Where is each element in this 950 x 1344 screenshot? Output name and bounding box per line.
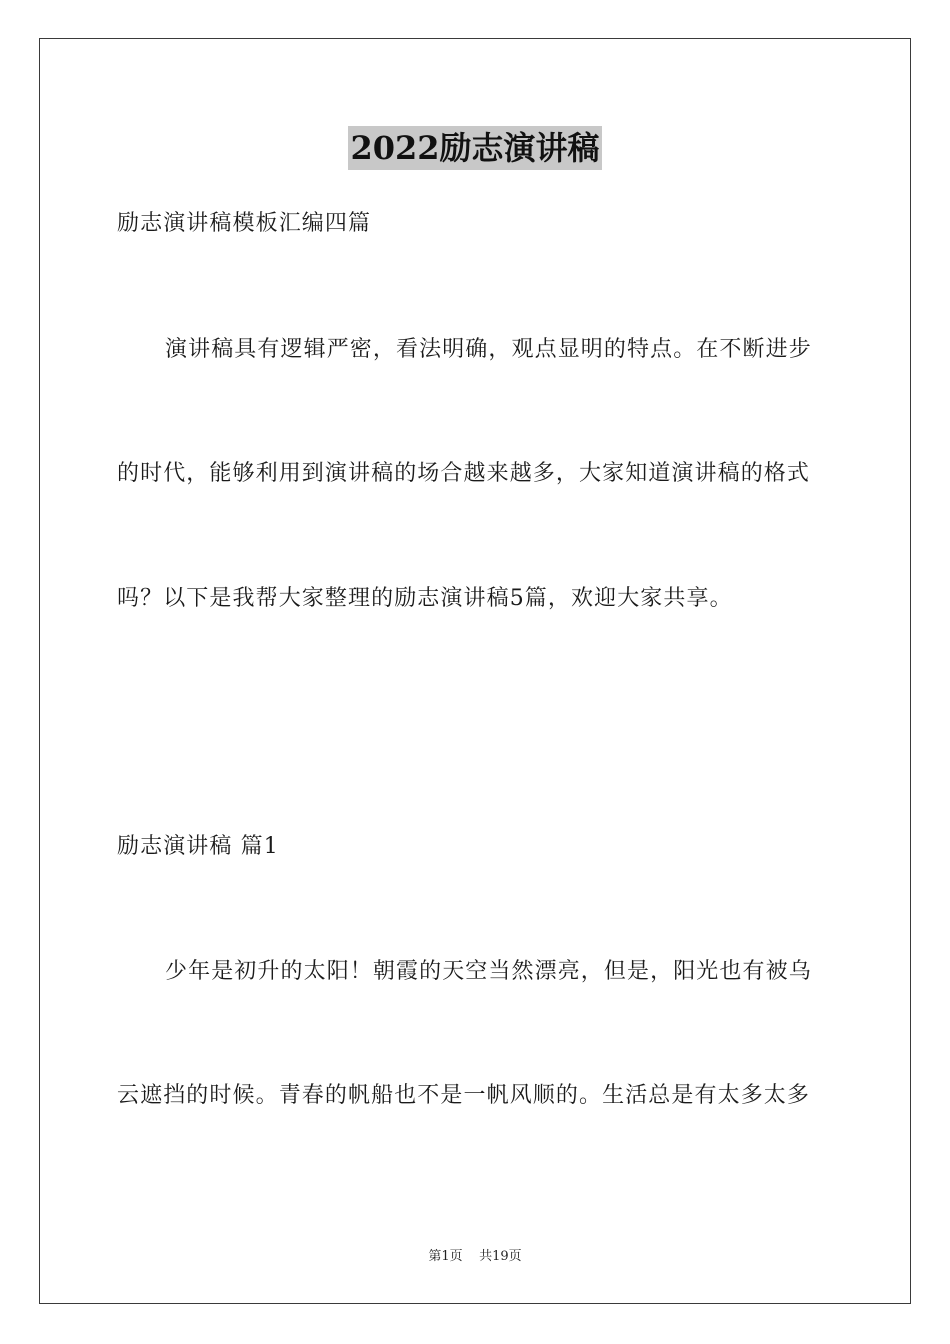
intro-paragraph-line-1: 演讲稿具有逻辑严密，看法明确，观点显明的特点。在不断进步 bbox=[165, 337, 812, 362]
title-container bbox=[0, 126, 950, 170]
document-subtitle: 励志演讲稿模板汇编四篇 bbox=[117, 211, 372, 236]
section-paragraph-line-2: 云遮挡的时候。青春的帆船也不是一帆风顺的。生活总是有太多太多 bbox=[117, 1083, 811, 1108]
total-pages: 共19页 bbox=[479, 1249, 522, 1264]
page-footer bbox=[0, 1248, 950, 1266]
document-title: 2022励志演讲稿 bbox=[348, 126, 601, 170]
intro-paragraph-line-3: 吗？以下是我帮大家整理的励志演讲稿5篇，欢迎大家共享。 bbox=[117, 586, 733, 611]
intro-paragraph-line-2: 的时代，能够利用到演讲稿的场合越来越多，大家知道演讲稿的格式 bbox=[117, 461, 811, 486]
page-number: 第1页 bbox=[428, 1249, 463, 1264]
section-heading: 励志演讲稿 篇1 bbox=[117, 834, 279, 859]
section-paragraph-line-1: 少年是初升的太阳！朝霞的天空当然漂亮，但是，阳光也有被乌 bbox=[165, 959, 812, 984]
